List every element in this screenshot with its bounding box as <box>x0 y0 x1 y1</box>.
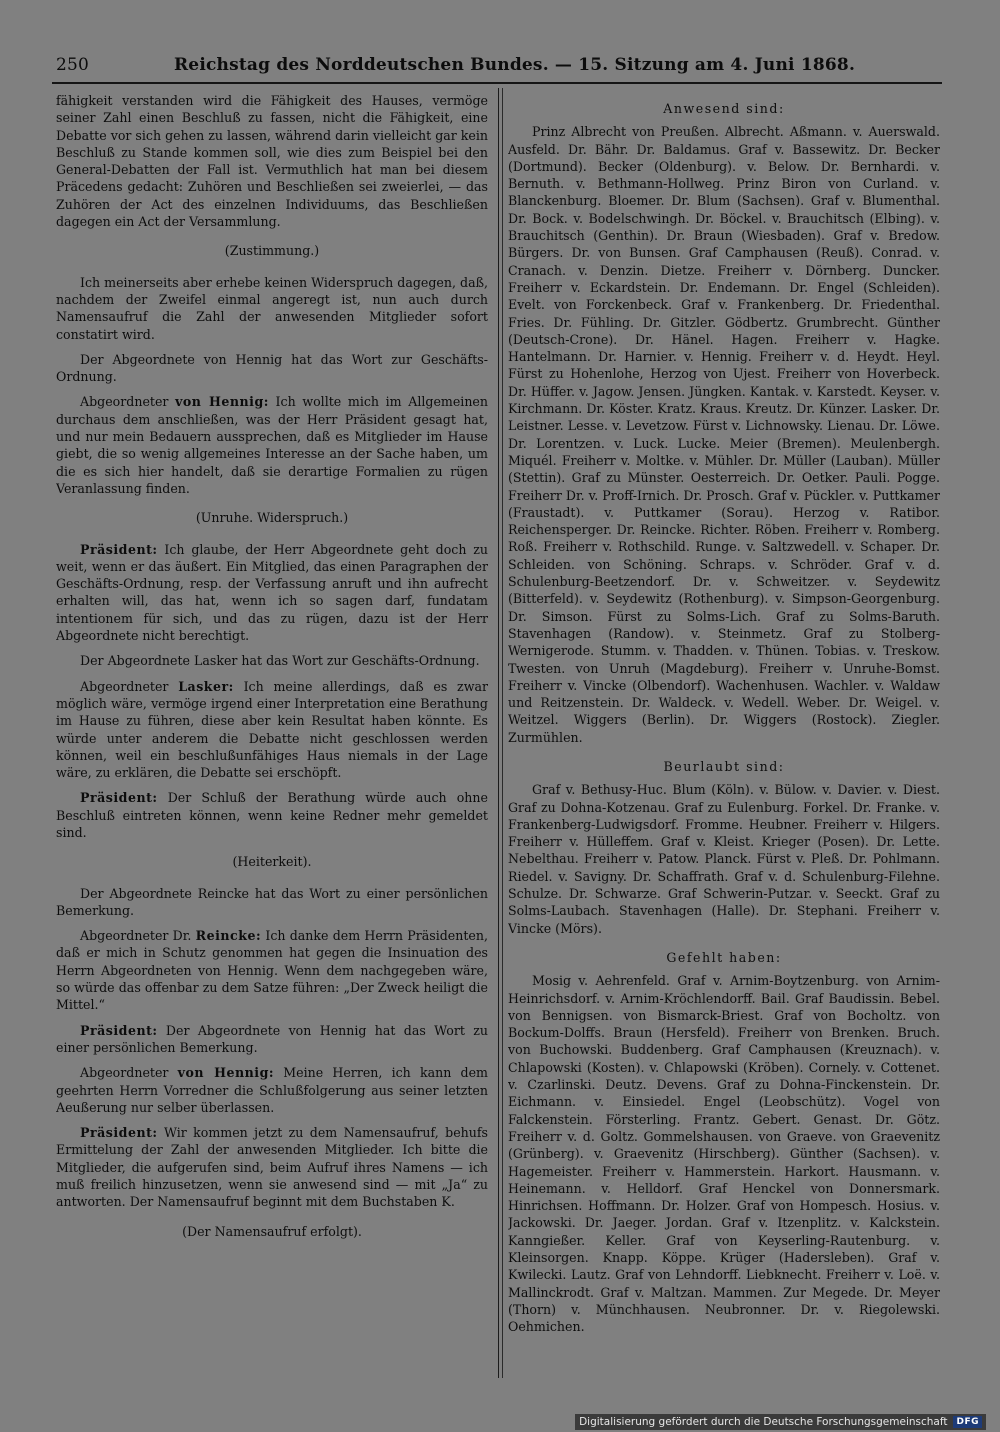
list-heading-absent: Gefehlt haben: <box>666 949 782 965</box>
paragraph: Der Abgeordnete von Hennig hat das Wort zur Geschäfts-Ordnung. <box>56 351 488 385</box>
speaker-lead: Abgeordneter <box>80 1065 178 1081</box>
header-rule <box>52 82 942 84</box>
speaker-lead: Abgeordneter <box>80 678 179 694</box>
speech-paragraph <box>56 1022 488 1057</box>
right-column <box>508 92 940 1374</box>
paragraph: fähigkeit verstanden wird die Fähigkeit des Hauses, vermöge seiner Zahl einen Beschluß zu fassen, nicht die Fähigkeit, eine Debatte vor sich gehen zu lassen, während darin vielleicht gar kein Beschluß zu Stande kommen soll, wie dies zum Beispiel bei den General-Debatten der Fall ist. Vermuthlich hat man bei diesem Präcedens gedacht: Zuhören und Beschließen sei zweierlei, — das Zuhören der Act des einzelnen Individuums, das Beschließen dagegen ein Act der Versammlung. <box>56 93 488 230</box>
column-divider-secondary <box>502 88 503 1378</box>
on-leave-members-list: Graf v. Bethusy-Huc. Blum (Köln). v. Bülow. v. Davier. v. Diest. Graf zu Dohna-Kotzenau. Graf zu Eulenburg. Forkel. Dr. Franke. v. Frankenberg-Ludwigsdorf. Fromme. Heubner. Freiherr v. Hilgers. Freiherr v. Hülleffem. Graf v. Kleist. Krieger (Posen). Dr. Lette. Nebelthau. Freiherr v. Patow. Planck. Fürst v. Pleß. Dr. Pohlmann. Riedel. v. Savigny. Dr. Schaffrath. Graf v. d. Schulenburg-Filehne. Schulze. Dr. Schwarze. Graf Schwerin-Putzar. v. Seeckt. Graf zu Solms-Laubach. Stavenhagen (Halle). Dr. Stephani. Freiherr v. Vincke (Mörs). <box>508 782 940 936</box>
left-column <box>56 92 488 1374</box>
speech-text: Ich danke dem Herrn Präsidenten, daß er mich in Schutz genommen hat gegen die Insinuation des Herrn Abgeordneten von Hennig. Wenn dem nachgegeben wäre, so würde das offenbar zu dem Satze führen: „Der Zweck heiligt die Mittel.“ <box>56 928 488 1013</box>
speaker-name: Präsident: <box>80 1022 158 1038</box>
paragraph: Der Abgeordnete Reincke hat das Wort zu einer persönlichen Bemerkung. <box>56 885 488 918</box>
speech-text: Der Schluß der Berathung würde auch ohne Beschluß eintreten können, wenn keine Redner mehr gemeldet sind. <box>56 790 488 840</box>
speaker-name: Reincke: <box>195 928 262 944</box>
absent-members-list: Mosig v. Aehrenfeld. Graf v. Arnim-Boytzenburg. von Arnim-Heinrichsdorf. v. Arnim-Kröchlendorff. Bail. Graf Baudissin. Bebel. von Bennigsen. von Bismarck-Briest. Graf von Bocholtz. von Bockum-Dolffs. Braun (Hersfeld). Freiherr von Brenken. Bruch. von Buchowski. Buddenberg. Graf Camphausen (Kreuznach). v. Chlapowski (Kosten). v. Chlapowski (Kröben). Cornely. v. Cottenet. v. Czarlinski. Deutz. Devens. Graf zu Dohna-Finckenstein. Dr. Eichmann. v. Einsiedel. Engel (Leobschütz). Vogel von Falckenstein. Försterling. Frantz. Gebert. Genast. Dr. Götz. Freiherr v. d. Goltz. Gommelshausen. von Graeve. von Graevenitz (Grünberg). v. Graevenitz (Hirschberg). Günther (Sachsen). v. Hagemeister. Freiherr v. Hammerstein. Harkort. Hausmann. v. Heinemann. v. Helldorf. Graf Henckel von Donnersmark. Hinrichsen. Hoffmann. Dr. Holzer. Graf von Hompesch. Hosius. v. Jackowski. Dr. Jaeger. Jordan. Graf v. Itzenplitz. v. Kalckstein. Kanngießer. Keller. Graf von Keyserling-Rautenburg. v. Kleinsorgen. Knapp. Köppe. Krüger (Hadersleben). Graf v. Kwilecki. Lautz. Graf von Lehndorff. Liebknecht. Freiherr v. Loë. v. Mallinckrodt. Graf v. Maltzan. Mammen. Zur Megede. Dr. Meyer (Thorn) v. Münchhausen. Neubronner. Dr. v. Riegolewski. Oehmichen. <box>508 973 940 1335</box>
speech-text: Meine Herren, ich kann dem geehrten Herrn Vorredner die Schlußfolgerung aus seiner letzten Aeußerung nur selber überlassen. <box>56 1065 488 1115</box>
speaker-name: Präsident: <box>80 790 158 806</box>
running-title: Reichstag des Norddeutschen Bundes. — 15. Sitzung am 4. Juni 1868. <box>173 55 856 75</box>
speech-paragraph <box>56 1124 488 1210</box>
speech-paragraph <box>56 541 488 645</box>
speaker-name: von Hennig: <box>177 1065 275 1081</box>
paragraph: Der Abgeordnete Lasker hat das Wort zur Geschäfts-Ordnung. <box>80 653 480 669</box>
list-heading-present: Anwesend sind: <box>663 101 785 116</box>
page-number: 250 <box>56 55 90 75</box>
speech-paragraph <box>56 927 488 1013</box>
funding-footer <box>575 1414 986 1430</box>
interjection: (Der Namensaufruf erfolgt). <box>182 1223 362 1239</box>
paragraph: Ich meinerseits aber erhebe keinen Widerspruch dagegen, daß, nachdem der Zweifel einmal angeregt ist, nun auch durch Namensaufruf die Zahl der anwesenden Mitglieder sofort constatirt wird. <box>56 274 488 342</box>
speech-text: Ich meine allerdings, daß es zwar möglich wäre, vermöge irgend einer Interpretation eine Berathung im Hause zu führen, diese aber kein Resultat haben könnte. Es würde unter anderem die Debatte nicht geschlossen werden können, weil ein beschlußunfähiges Haus niemals in der Lage wäre, zu erklären, die Debatte sei erschöpft. <box>56 678 488 781</box>
interjection: (Zustimmung.) <box>224 243 320 259</box>
page-header <box>56 52 940 78</box>
list-heading-on-leave: Beurlaubt sind: <box>663 758 785 774</box>
speech-paragraph <box>56 1064 488 1116</box>
interjection: (Heiterkeit). <box>232 854 312 870</box>
speech-paragraph <box>56 789 488 841</box>
speech-paragraph <box>56 393 488 497</box>
speaker-name: von Hennig: <box>175 394 269 410</box>
speech-paragraph <box>56 678 488 782</box>
speech-text: Ich glaube, der Herr Abgeordnete geht doch zu weit, wenn er das äußert. Ein Mitglied, das einen Paragraphen der Geschäfts-Ordnung, resp. der Verfassung anruft und ihn aufrecht erhalten will, das hat, wenn ich so sagen darf, fundatam intentionem für sich, und das zu rügen, dazu ist der Herr Abgeordnete nicht berechtigt. <box>56 541 488 644</box>
speech-text: Wir kommen jetzt zu dem Namensaufruf, behufs Ermittelung der Zahl der anwesenden Mitglieder. Ich bitte die Mitglieder, die aufgerufen sind, beim Aufruf ihres Namens — ich muß freilich hinzusetzen, wenn sie anwesend sind — mit „Ja“ zu antworten. Der Namensaufruf beginnt mit dem Buchstaben K. <box>56 1125 488 1210</box>
speaker-lead: Abgeordneter Dr. <box>80 928 196 944</box>
speech-text: Der Abgeordnete von Hennig hat das Wort zu einer persönlichen Bemerkung. <box>56 1022 488 1055</box>
funding-notice: Digitalisierung gefördert durch die Deutsche Forschungsgemeinschaft <box>579 1416 948 1428</box>
speech-text: Ich wollte mich im Allgemeinen durchaus dem anschließen, was der Herr Präsident gesagt hat, und nur mein Bedauern aussprechen, daß es Mitglieder im Hause giebt, die so wenig allgemeines Interesse an der Sache haben, um die es sich hier handelt, daß sie derartige Formalien zu rügen Veranlassung finden. <box>56 394 488 496</box>
speaker-lead: Abgeordneter <box>80 394 176 410</box>
speaker-name: Präsident: <box>80 1125 158 1141</box>
speaker-name: Lasker: <box>178 678 234 694</box>
column-divider <box>498 88 499 1378</box>
present-members-list: Prinz Albrecht von Preußen. Albrecht. Aßmann. v. Auerswald. Ausfeld. Dr. Bähr. Dr. Baldamus. Graf v. Bassewitz. Dr. Becker (Dortmund). Becker (Oldenburg). v. Below. Dr. Bernhardi. v. Bernuth. v. Bethmann-Hollweg. Prinz Biron von Curland. v. Blanckenburg. Bloemer. Dr. Blum (Sachsen). Graf v. Blumenthal. Dr. Bock. v. Bodelschwingh. Dr. Böckel. v. Brauchitsch (Elbing). v. Brauchitsch (Genthin). Dr. Braun (Wiesbaden). Graf v. Bredow. Bürgers. Dr. von Bunsen. Graf Camphausen (Reuß). Conrad. v. Cranach. v. Denzin. Dietze. Freiherr v. Dörnberg. Duncker. Freiherr v. Eckardstein. Dr. Endemann. Dr. Engel (Schleiden). Evelt. von Forckenbeck. Graf v. Frankenberg. Dr. Friedenthal. Fries. Dr. Fühling. Dr. Gitzler. Gödbertz. Grumbrecht. Günther (Deutsch-Crone). Dr. Hänel. Hagen. Freiherr v. Hagke. Hantelmann. Dr. Harnier. v. Hennig. Freiherr v. d. Heydt. Heyl. Fürst zu Hohenlohe, Herzog von Ujest. Freiherr von Hoverbeck. Dr. Hüffer. v. Jagow. Jensen. Jüngken. Kantak. v. Karstedt. Keyser. v. Kirchmann. Dr. Köster. Kratz. Kraus. Kreutz. Dr. Künzer. Lasker. Dr. Leistner. Lesse. v. Levetzow. Fürst v. Lichnowsky. Lienau. Dr. Löwe. Dr. Lorentzen. v. Luck. Lucke. Meier (Bremen). Meulenbergh. Miquél. Freiherr v. Moltke. v. Mühler. Dr. Müller (Lauban). Müller (Stettin). Graf zu Münster. Oesterreich. Dr. Oetker. Pauli. Pogge. Freiherr Dr. v. Proff-Irnich. Dr. Prosch. Graf v. Pückler. v. Puttkamer (Fraustadt). v. Puttkamer (Sorau). Herzog v. Ratibor. Reichensperger. Dr. Reincke. Richter. Röben. Freiherr v. Romberg. Roß. Freiherr v. Rothschild. Runge. v. Saltzwedell. v. Schaper. Dr. Schleiden. von Schöning. Schraps. v. Schröder. Graf v. d. Schulenburg-Beetzendorf. Dr. v. Schweitzer. v. Seydewitz (Bitterfeld). v. Seydewitz (Rothenburg). v. Simpson-Georgenburg. Dr. Simson. Fürst zu Solms-Lich. Graf zu Solms-Baruth. Stavenhagen (Randow). v. Steinmetz. Graf zu Stolberg-Wernigerode. Stumm. v. Thadden. v. Thünen. Tobias. v. Treskow. Twesten. von Unruh (Magdeburg). Freiherr v. Unruhe-Bomst. Freiherr v. Vincke (Olbendorf). Wachenhusen. Wachler. v. Waldaw und Reitzenstein. Dr. Waldeck. v. Wedell. Weber. Dr. Weigel. v. Weitzel. Wiggers (Berlin). Dr. Wiggers (Rostock). Ziegler. Zurmühlen. <box>508 124 940 745</box>
interjection: (Unruhe. Widerspruch.) <box>195 510 349 526</box>
speaker-name: Präsident: <box>80 541 158 557</box>
dfg-logo: DFG <box>953 1416 982 1428</box>
